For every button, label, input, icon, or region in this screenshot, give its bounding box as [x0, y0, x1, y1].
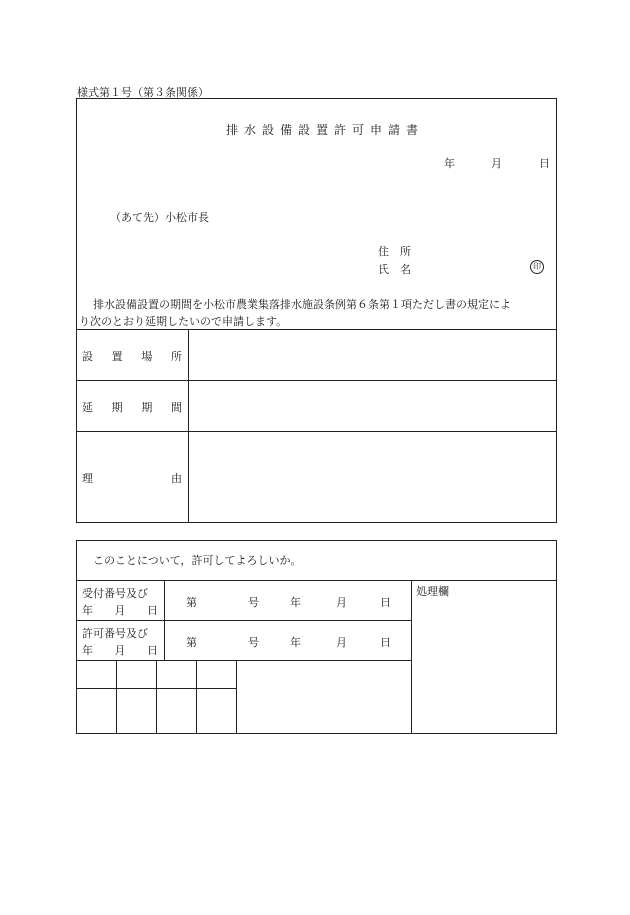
- date-month-label: 月: [491, 157, 502, 170]
- processing-column-divider: [411, 580, 412, 734]
- receipt-day: 日: [380, 596, 391, 609]
- body-text-line-2: り次のとおり延期したいので申請します。: [79, 315, 288, 328]
- addressee: （あて先）小松市長: [110, 211, 209, 224]
- stamp-grid-divider: [236, 660, 237, 734]
- receipt-year: 年: [290, 596, 301, 609]
- table-divider: [76, 380, 557, 381]
- receipt-go: 号: [248, 596, 259, 609]
- seal-mark: 印: [530, 260, 544, 274]
- name-label: 氏 名: [378, 263, 411, 276]
- processing-column-label: 処理欄: [416, 585, 449, 598]
- date-year-label: 年: [444, 157, 455, 170]
- number-label-divider: [164, 580, 165, 660]
- receipt-label-line-1: 受付番号及び: [82, 587, 148, 600]
- reason-label: 理 由: [82, 472, 182, 485]
- stamp-cell[interactable]: [77, 690, 115, 733]
- date-day-label: 日: [539, 157, 550, 170]
- reason-field[interactable]: [190, 433, 555, 521]
- address-label: 住 所: [378, 245, 411, 258]
- extension-period-field[interactable]: [190, 382, 555, 430]
- permit-go: 号: [248, 636, 259, 649]
- approval-divider: [76, 660, 411, 661]
- receipt-dai: 第: [186, 596, 197, 609]
- location-field[interactable]: [190, 331, 555, 379]
- permit-label-line-2: 年 月 日: [82, 644, 158, 657]
- table-divider: [76, 431, 557, 432]
- label-column-divider: [188, 329, 189, 523]
- stamp-cell[interactable]: [197, 690, 235, 733]
- form-number: 様式第１号（第３条関係）: [77, 86, 209, 99]
- permit-dai: 第: [186, 636, 197, 649]
- permit-label-line-1: 許可番号及び: [82, 627, 148, 640]
- receipt-month: 月: [336, 596, 347, 609]
- body-text-line-1: 排水設備設置の期間を小松市農業集落排水施設条例第６条第１項ただし書の規定によ: [93, 298, 511, 311]
- stamp-cell[interactable]: [117, 690, 155, 733]
- permit-day: 日: [380, 636, 391, 649]
- approval-question: このことについて，許可してよろしいか。: [93, 554, 302, 567]
- extension-period-label: 延 期 期 間: [82, 401, 182, 414]
- approval-divider: [76, 580, 557, 581]
- permit-month: 月: [336, 636, 347, 649]
- approval-divider: [76, 620, 411, 621]
- table-divider: [76, 329, 557, 330]
- form-title: 排水設備設置許可申請書: [226, 123, 425, 137]
- stamp-cell[interactable]: [157, 690, 195, 733]
- permit-year: 年: [290, 636, 301, 649]
- location-label: 設 置 場 所: [82, 350, 182, 363]
- receipt-label-line-2: 年 月 日: [82, 604, 158, 617]
